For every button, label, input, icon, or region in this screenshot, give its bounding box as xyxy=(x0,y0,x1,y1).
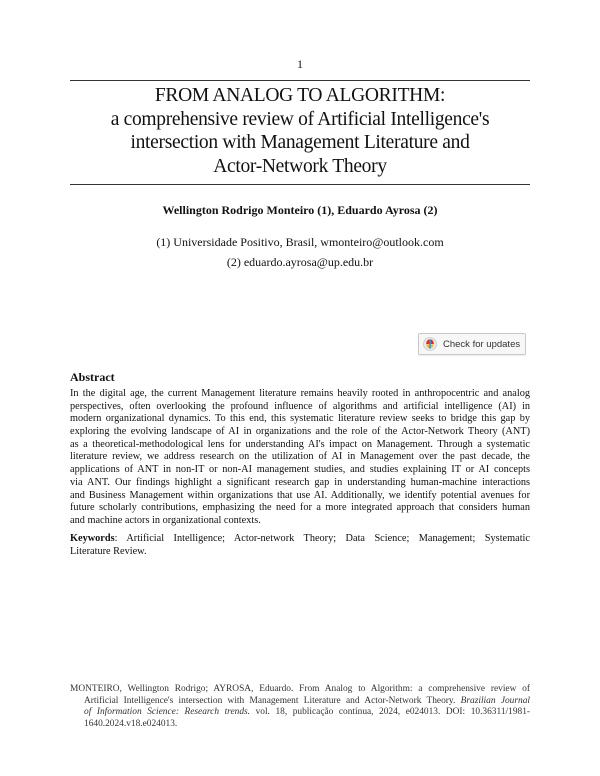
title-top-rule xyxy=(70,80,530,81)
citation-doi[interactable]: 1640.2024.v18.e024013. xyxy=(84,718,178,729)
abstract-line: future scholarly contributions, emphasizing the need for a more integrated approach that considers human xyxy=(70,502,530,514)
keywords-label: Keywords xyxy=(70,533,115,544)
abstract-line: literature review, we address research on the utilization of AI in Management over the past decade, the xyxy=(70,451,530,463)
citation-line-1: MONTEIRO, Wellington Rodrigo; AYROSA, Eduardo. From Analog to Algorithm: a comprehensive review of xyxy=(70,684,530,694)
author-list: Wellington Rodrigo Monteiro (1), Eduardo Ayrosa (2) xyxy=(162,203,438,217)
affiliation-2[interactable]: (2) eduardo.ayrosa@up.edu.br xyxy=(226,255,374,269)
abstract-body xyxy=(70,388,530,528)
title-bottom-rule xyxy=(70,184,530,185)
check-for-updates-label: Check for updates xyxy=(443,338,521,350)
abstract-line: and machine actors in organizational contexts. xyxy=(70,514,261,526)
affiliation-1[interactable]: (1) Universidade Positivo, Brasil, wmonteiro@outlook.com xyxy=(156,235,444,249)
check-for-updates-button[interactable] xyxy=(418,333,526,355)
citation-text: Artificial Intelligence's intersection with Management Literature and Actor-Network Theory. xyxy=(84,695,456,706)
title-line-4: Actor-Network Theory xyxy=(213,155,387,177)
citation-line-2 xyxy=(70,696,530,708)
abstract-line: modern organizational dynamics. To this end, this systematic literature review seeks to bridge this gap by xyxy=(70,413,530,425)
abstract-line: exploring the evolving landscape of AI in organizations and the role of the Actor-Network Theory (ANT) xyxy=(70,426,530,438)
abstract-line: as a theoretical-methodological lens for understanding AI's impact on Management. Through a systematic xyxy=(70,438,530,450)
page-number: 1 xyxy=(297,57,303,71)
abstract-line: perspectives, often overlooking the profound influence of algorithms and artificial intelligence (AI) in xyxy=(70,400,530,412)
citation-details: vol. 18, publicação contínua, 2024, e024013. DOI: 10.36311/1981- xyxy=(250,707,530,718)
title-line-1: FROM ANALOG TO ALGORITHM: xyxy=(154,85,446,106)
journal-name: Brazilian Journal xyxy=(455,695,530,706)
abstract-line: via ANT. Our findings highlight a significant research gap in understanding human-machine interactions xyxy=(70,476,530,488)
keywords-line-1 xyxy=(70,533,530,546)
keywords-line-2: Literature Review. xyxy=(70,545,147,557)
title-line-3: intersection with Management Literature and xyxy=(130,132,470,153)
keywords-list: : Artificial Intelligence; Actor-network Theory; Data Science; Management; Systematic xyxy=(114,533,530,544)
keywords xyxy=(70,533,530,558)
abstract-line: In the digital age, the current Management literature remains heavily rooted in anthropocentric and analog xyxy=(70,388,530,399)
journal-name-cont: of Information Science: Research trends. xyxy=(84,707,251,718)
abstract-line: and Business Management within organizations that use AI. Additionally, we identify potential avenues for xyxy=(70,489,530,501)
paper-title xyxy=(70,84,530,178)
citation-footer xyxy=(70,684,530,730)
citation-line-3 xyxy=(70,707,530,719)
abstract-heading: Abstract xyxy=(70,370,115,384)
title-line-2: a comprehensive review of Artificial Intelligence's xyxy=(110,108,490,130)
crossmark-icon xyxy=(423,337,437,351)
abstract-line: applications of ANT in non-IT or non-AI management studies, and studies explaining IT or AI concepts xyxy=(70,464,530,476)
